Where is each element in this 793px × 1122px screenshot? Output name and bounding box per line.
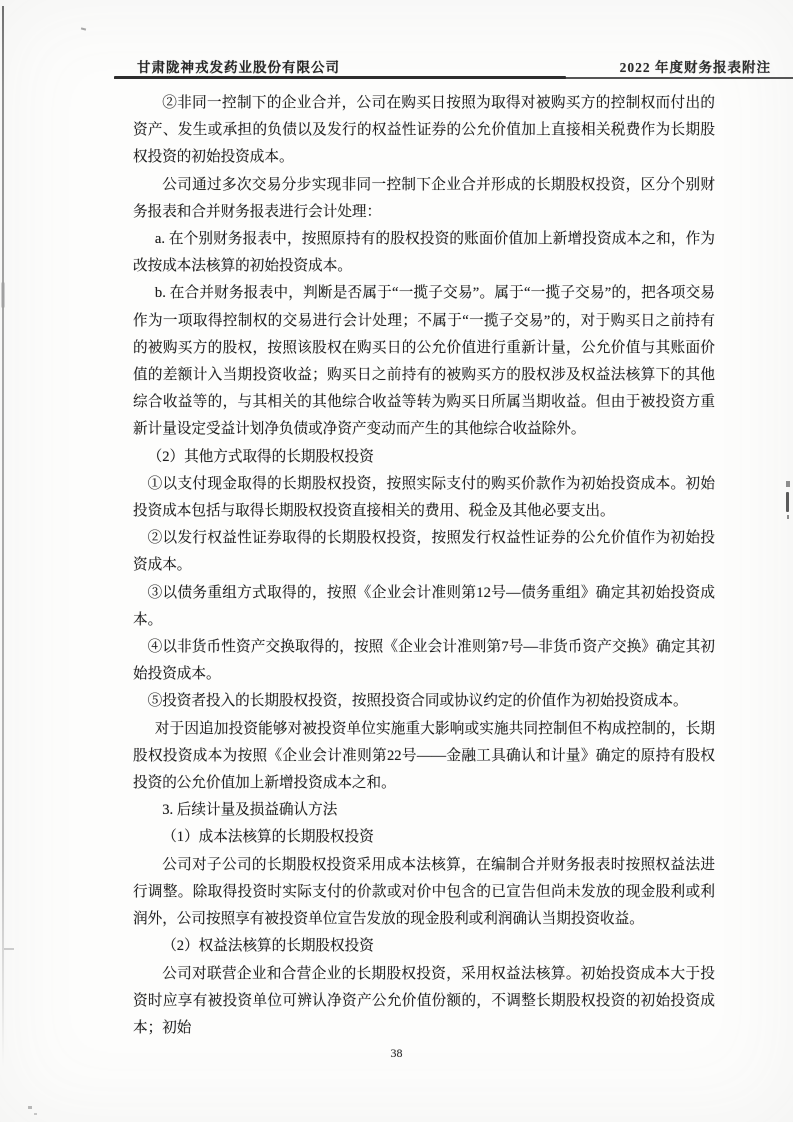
scan-speck-artifact <box>81 27 86 30</box>
scan-mark-artifact-right <box>787 515 789 519</box>
para-consolidated-statements-item-b: b. 在合并财务报表中，判断是否属于“一揽子交易”。属于“一揽子交易”的，把各项交易作为一项取得控制权的交易进行会计处理；不属于“一揽子交易”的，对于购买日之前持有的被购买方的股权，按照该股权在购买日的公允价值进行重新计量，公允价值与其账面价值的差额计入当期投资收益；购买日之前持有的被购买方的股权涉及权益法核算下的其他综合收益等的，与其相关的其他综合收益等转为购买日所属当期收益。但由于被投资方重新计量设定受益计划净负债或净资产变动而产生的其他综合收益除外。 <box>133 285 715 438</box>
para-nonmonetary-exchange-acquisition: ④以非货币性资产交换取得的，按照《企业会计准则第7号—非货币资产交换》确定其初始投资成本。 <box>133 639 715 683</box>
para-equity-method-detail: 公司对联营企业和合营企业的长期股权投资，采用权益法核算。初始投资成本大于投资时应享有被投资单位可辨认净资产公允价值份额的，不调整长期股权投资的初始投资成本；初始 <box>133 965 715 1036</box>
scan-speck-artifact <box>28 1106 32 1109</box>
para-investor-contribution: ⑤投资者投入的长期股权投资，按照投资合同或协议约定的价值作为初始投资成本。 <box>147 693 688 710</box>
header-company-name: 甘肃陇神戎发药业股份有限公司 <box>137 60 340 75</box>
scan-speck-artifact <box>34 1113 37 1115</box>
para-step-acquisition-intro: 公司通过多次交易分步实现非同一控制下企业合并形成的长期股权投资，区分个别财务报表和合并财务报表进行会计处理： <box>133 176 715 220</box>
para-cost-method-detail: 公司对子公司的长期股权投资采用成本法核算，在编制合并财务报表时按照权益法进行调整。除取得投资时实际支付的价款或对价中包含的已宣告但尚未发放的现金股利或利润外，公司按照享有被投资单位宣告发放的现金股利或利润确认当期投资收益。 <box>133 856 715 928</box>
para-cash-acquisition: ①以支付现金取得的长期股权投资，按照实际支付的购买价款作为初始投资成本。初始投资成本包括与取得长期股权投资直接相关的费用、税金及其他必要支出。 <box>133 475 715 520</box>
heading-subsequent-measurement: 3. 后续计量及损益确认方法 <box>162 802 338 819</box>
para-additional-investment: 对于因追加投资能够对被投资单位实施重大影响或实施共同控制但不构成控制的，长期股权投资成本为按照《企业会计准则第22号——金融工具确认和计量》确定的原持有股权投资的公允价值加上新增投资成本之和。 <box>133 720 715 792</box>
heading-equity-method: （2）权益法核算的长期股权投资 <box>162 938 374 955</box>
page-number: 38 <box>390 1046 403 1060</box>
scan-edge-artifact-left <box>2 6 4 1068</box>
para-equity-securities-acquisition: ②以发行权益性证券取得的长期股权投资，按照发行权益性证券的公允价值作为初始投资成本。 <box>133 530 715 574</box>
para-debt-restructuring-acquisition: ③以债务重组方式取得的，按照《企业会计准则第12号—债务重组》确定其初始投资成本。 <box>133 584 715 628</box>
para-separate-statements-item-a: a. 在个别财务报表中，按照原持有的股权投资的账面价值加上新增投资成本之和，作为改按成本法核算的初始投资成本。 <box>133 231 715 275</box>
scan-mark-artifact-right <box>786 481 790 487</box>
document-body <box>133 90 715 1042</box>
scan-speck-artifact <box>4 948 14 950</box>
header-rule-heavy <box>114 76 566 79</box>
header-report-title: 2022 年度财务报表附注 <box>619 60 771 75</box>
scan-blot-artifact <box>1 282 5 308</box>
heading-cost-method: （1）成本法核算的长期股权投资 <box>162 829 374 846</box>
heading-other-acquisition-methods: （2）其他方式取得的长期股权投资 <box>147 448 374 465</box>
para-non-common-control-merger: ②非同一控制下的企业合并，公司在购买日按照为取得对被购买方的控制权而付出的资产、发生或承担的负债以及发行的权益性证券的公允价值加上直接相关税费作为长期股权投资的初始投资成本。 <box>133 95 715 166</box>
scan-mark-artifact-right <box>786 492 789 512</box>
